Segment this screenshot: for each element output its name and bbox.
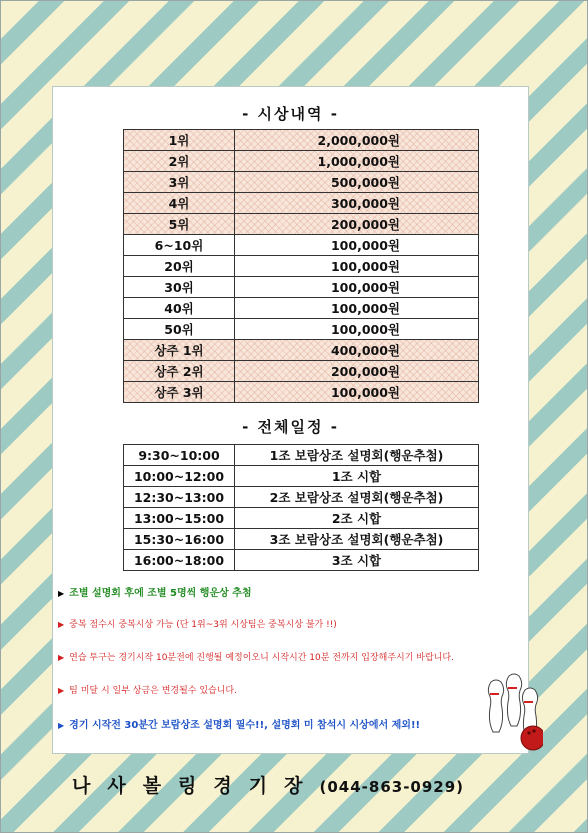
schedule-event: 3조 보람상조 설명회(행운추첨) — [235, 529, 479, 550]
prize-rank: 30위 — [124, 277, 235, 298]
bullet-icon: ▶ — [58, 620, 65, 629]
prize-amount: 300,000원 — [235, 193, 479, 214]
schedule-event: 1조 시합 — [235, 466, 479, 487]
prize-amount: 100,000원 — [235, 235, 479, 256]
table-row — [124, 193, 479, 214]
schedule-event: 2조 보람상조 설명회(행운추첨) — [235, 487, 479, 508]
prize-amount: 100,000원 — [235, 277, 479, 298]
prize-rank: 40위 — [124, 298, 235, 319]
note-text: 경기 시작전 30분간 보람상조 설명회 필수!!, 설명회 미 참석시 시상에서 제외!! — [69, 720, 421, 731]
table-row — [124, 235, 479, 256]
prize-rank: 상주 2위 — [124, 361, 235, 382]
prize-rank: 3위 — [124, 172, 235, 193]
bullet-icon: ▶ — [58, 653, 65, 662]
schedule-time: 13:00~15:00 — [124, 508, 235, 529]
prize-amount: 500,000원 — [235, 172, 479, 193]
schedule-event: 2조 시합 — [235, 508, 479, 529]
table-row — [124, 130, 479, 151]
table-row — [124, 277, 479, 298]
schedule-section-title: - 전체일정 - — [242, 418, 339, 436]
prize-amount: 200,000원 — [235, 361, 479, 382]
bowling-pins-icon — [483, 672, 543, 752]
table-row — [124, 256, 479, 277]
schedule-event: 3조 시합 — [235, 550, 479, 571]
schedule-time: 12:30~13:00 — [124, 487, 235, 508]
schedule-event: 1조 보람상조 설명회(행운추첨) — [235, 445, 479, 466]
note-item — [58, 716, 420, 731]
table-row — [124, 550, 479, 571]
table-row — [124, 445, 479, 466]
prize-amount: 100,000원 — [235, 256, 479, 277]
schedule-time: 16:00~18:00 — [124, 550, 235, 571]
note-item — [58, 650, 454, 663]
prize-amount: 400,000원 — [235, 340, 479, 361]
schedule-time: 10:00~12:00 — [124, 466, 235, 487]
content-panel — [52, 86, 529, 754]
table-row — [124, 172, 479, 193]
table-row — [124, 508, 479, 529]
note-text: 팀 미달 시 일부 상금은 변경될수 있습니다. — [69, 686, 237, 696]
table-row — [124, 382, 479, 403]
prize-rank: 상주 1위 — [124, 340, 235, 361]
prize-rank: 4위 — [124, 193, 235, 214]
table-row — [124, 487, 479, 508]
bullet-icon: ▶ — [58, 686, 65, 695]
table-row — [124, 151, 479, 172]
bullet-icon: ▶ — [58, 589, 65, 598]
schedule-time: 9:30~10:00 — [124, 445, 235, 466]
table-row — [124, 298, 479, 319]
table-row — [124, 319, 479, 340]
footer — [72, 771, 464, 798]
note-text: 중복 점수시 중복시상 가능 (단 1위~3위 시상팀은 중복시상 불가 !!) — [69, 620, 337, 630]
note-text: 연습 투구는 경기시작 10분전에 진행될 예정이오니 시작시간 10분 전까지 입장해주시기 바랍니다. — [69, 653, 454, 663]
note-item — [58, 617, 337, 630]
schedule-table — [123, 444, 479, 571]
note-text: 조별 설명회 후에 조별 5명씩 행운상 추첨 — [69, 588, 252, 599]
table-row — [124, 340, 479, 361]
table-row — [124, 466, 479, 487]
prize-rank: 20위 — [124, 256, 235, 277]
prize-amount: 100,000원 — [235, 298, 479, 319]
venue-phone: (044-863-0929) — [319, 778, 465, 796]
table-row — [124, 361, 479, 382]
prize-rank: 2위 — [124, 151, 235, 172]
prize-rank: 6~10위 — [124, 235, 235, 256]
prize-amount: 1,000,000원 — [235, 151, 479, 172]
note-item — [58, 683, 237, 696]
prize-section-title: - 시상내역 - — [242, 105, 339, 123]
schedule-time: 15:30~16:00 — [124, 529, 235, 550]
prize-rank: 상주 3위 — [124, 382, 235, 403]
bullet-icon: ▶ — [58, 721, 65, 730]
prize-table — [123, 129, 479, 403]
prize-amount: 2,000,000원 — [235, 130, 479, 151]
prize-amount: 100,000원 — [235, 382, 479, 403]
prize-amount: 200,000원 — [235, 214, 479, 235]
table-row — [124, 529, 479, 550]
prize-amount: 100,000원 — [235, 319, 479, 340]
venue-name: 나사볼링경기장 — [72, 775, 320, 797]
prize-rank: 1위 — [124, 130, 235, 151]
prize-rank: 5위 — [124, 214, 235, 235]
note-item — [58, 584, 252, 599]
table-row — [124, 214, 479, 235]
prize-rank: 50위 — [124, 319, 235, 340]
